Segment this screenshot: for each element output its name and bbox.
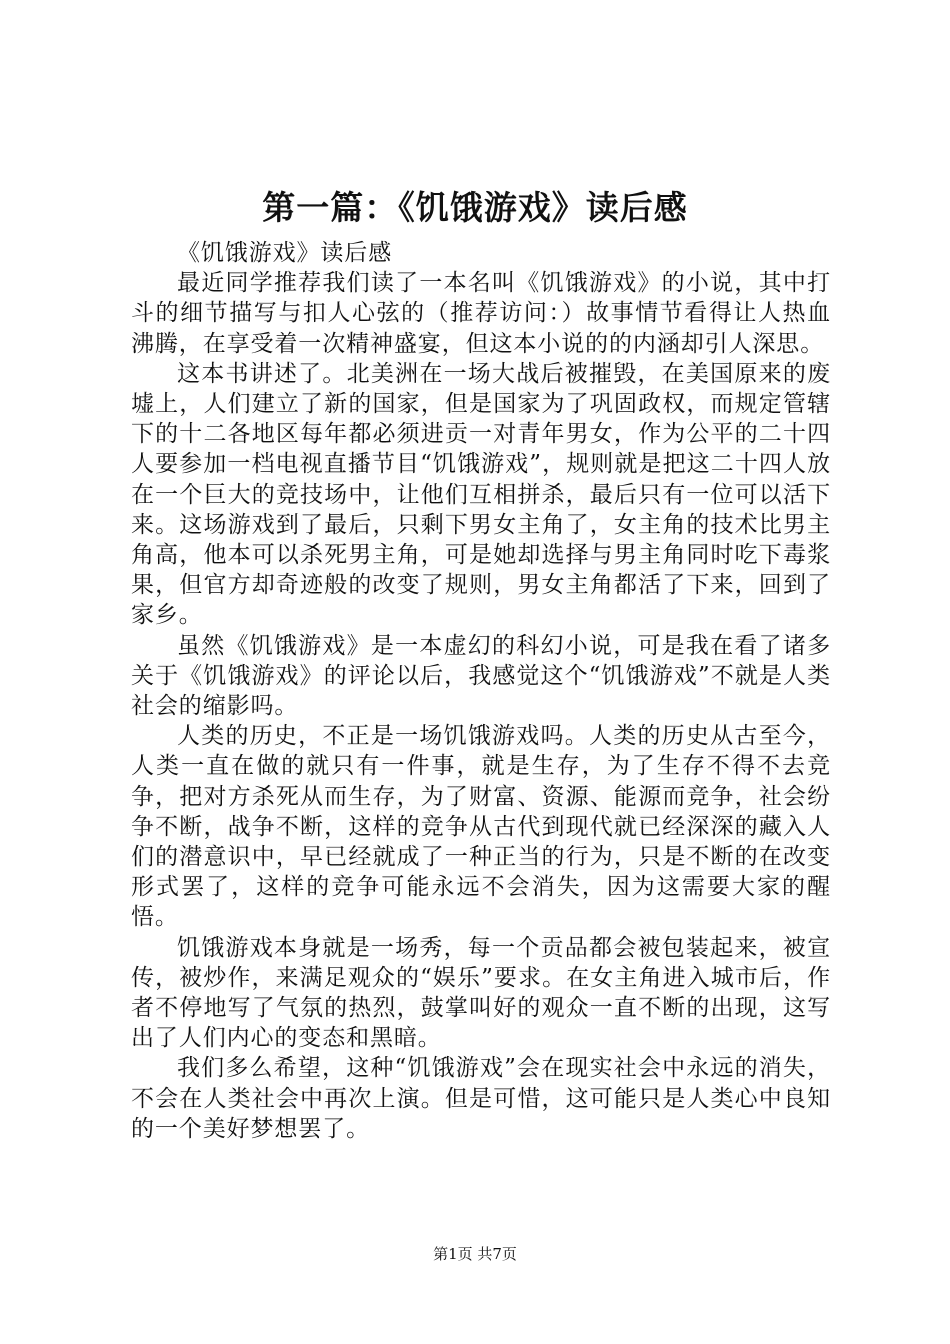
body-paragraph: 虽然《饥饿游戏》是一本虚幻的科幻小说，可是我在看了诸多关于《饥饿游戏》的评论以后，我感觉这个“饥饿游戏”不就是人类社会的缩影吗。 [131, 632, 831, 720]
page-number-footer: 第1页 共7页 [433, 1245, 517, 1263]
body-paragraph: 饥饿游戏本身就是一场秀，每一个贡品都会被包装起来，被宣传，被炒作，来满足观众的“娱乐”要求。在女主角进入城市后，作者不停地写了气氛的热烈，鼓掌叫好的观众一直不断的出现，这写出了人们内心的变态和黑暗。 [131, 934, 831, 1052]
subtitle-paragraph: 《饥饿游戏》读后感 [177, 240, 393, 266]
document-body [131, 238, 831, 1144]
body-paragraph: 这本书讲述了。北美洲在一场大战后被摧毁，在美国原来的废墟上，人们建立了新的国家，但是国家为了巩固政权，而规定管辖下的十二各地区每年都必须进贡一对青年男女，作为公平的二十四人要参加一档电视直播节目“饥饿游戏”，规则就是把这二十四人放在一个巨大的竞技场中，让他们互相拼杀，最后只有一位可以活下来。这场游戏到了最后，只剩下男女主角了，女主角的技术比男主角高，他本可以杀死男主角，可是她却选择与男主角同时吃下毒浆果，但官方却奇迹般的改变了规则，男女主角都活了下来，回到了家乡。 [131, 360, 831, 629]
document-title: 第一篇：《饥饿游戏》读后感 [262, 188, 688, 227]
body-paragraph: 人类的历史，不正是一场饥饿游戏吗。人类的历史从古至今，人类一直在做的就只有一件事，就是生存，为了生存不得不去竞争，把对方杀死从而生存，为了财富、资源、能源而竞争，社会纷争不断，战争不断，这样的竞争从古代到现代就已经深深的藏入人们的潜意识中，早已经就成了一种正当的行为，只是不断的在改变形式罢了，这样的竞争可能永远不会消失，因为这需要大家的醒悟。 [131, 723, 831, 931]
body-paragraph: 最近同学推荐我们读了一本名叫《饥饿游戏》的小说，其中打斗的细节描写与扣人心弦的（推荐访问：）故事情节看得让人热血沸腾，在享受着一次精神盛宴，但这本小说的的内涵却引人深思。 [131, 270, 831, 357]
body-paragraph: 我们多么希望，这种“饥饿游戏”会在现实社会中永远的消失，不会在人类社会中再次上演。但是可惜，这可能只是人类心中良知的一个美好梦想罢了。 [131, 1055, 831, 1142]
